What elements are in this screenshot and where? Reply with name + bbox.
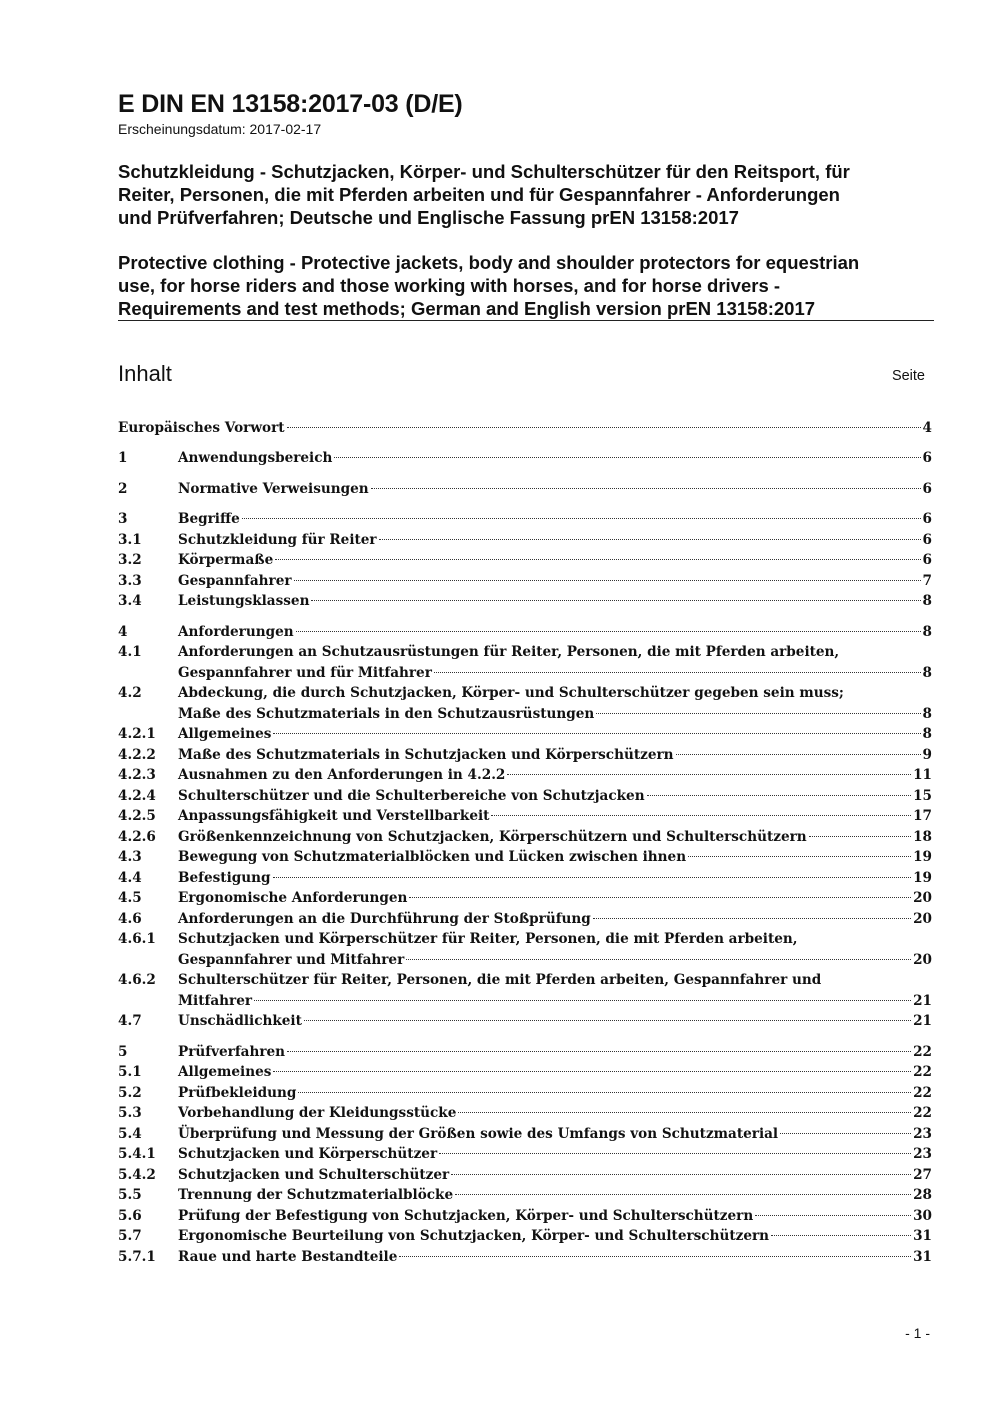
toc-entry-title: Prüfverfahren <box>178 1044 286 1060</box>
toc-entry-text <box>178 827 932 847</box>
toc-entry-leader-line <box>118 418 932 438</box>
toc-entry-leader-line <box>178 745 932 765</box>
toc-entry-text <box>178 479 932 499</box>
toc-entry-leader-line <box>178 1185 932 1205</box>
toc-entry-title: Ausnahmen zu den Anforderungen in 4.2.2 <box>178 767 506 783</box>
toc-entry-leader-line <box>178 847 932 867</box>
toc-entry-text <box>178 888 932 908</box>
toc-dot-leader <box>780 1133 911 1134</box>
toc-entry-text <box>178 929 932 970</box>
toc-dot-leader <box>294 580 921 581</box>
toc-entry-text <box>178 765 932 785</box>
toc-entry-title-line: Anforderungen an Schutzausrüstungen für Reiter, Personen, die mit Pferden arbeiten, <box>178 644 840 660</box>
toc-entry[interactable] <box>118 1185 932 1205</box>
toc-entry-text <box>178 1083 932 1103</box>
toc-dot-leader <box>304 1020 911 1021</box>
toc-entry[interactable] <box>118 418 932 438</box>
toc-entry-leader-line <box>178 663 932 683</box>
toc-entry-leader-line <box>178 571 932 591</box>
toc-entry[interactable] <box>118 868 932 888</box>
toc-entry-text <box>178 806 932 826</box>
toc-entry-page: 17 <box>913 808 932 824</box>
toc-entry-number: 4.1 <box>118 644 142 660</box>
toc-entry-number: 4.4 <box>118 870 142 886</box>
toc-entry-title: Gespannfahrer <box>178 573 292 589</box>
toc-entry-page: 15 <box>913 788 932 804</box>
toc-entry-number: 5.4.1 <box>118 1146 156 1162</box>
toc-dot-leader <box>455 1194 911 1195</box>
toc-entry-leader-line <box>178 724 932 744</box>
toc-entry-text <box>178 550 932 570</box>
toc-entry[interactable] <box>118 724 932 744</box>
toc-entry-text <box>178 786 932 806</box>
toc-dot-leader <box>379 539 921 540</box>
toc-entry-page: 6 <box>922 450 932 466</box>
toc-entry-title: Bewegung von Schutzmaterialblöcken und Lücken zwischen ihnen <box>178 849 687 865</box>
toc-entry-page: 28 <box>913 1187 932 1203</box>
title-german <box>118 160 938 229</box>
toc-entry-title: Schutzkleidung für Reiter <box>178 532 377 548</box>
toc-entry-number: 4.2.1 <box>118 726 156 742</box>
toc-entry-number: 3.3 <box>118 573 142 589</box>
toc-dot-leader <box>647 795 911 796</box>
toc-entry[interactable] <box>118 550 932 570</box>
toc-entry-leader-line <box>178 550 932 570</box>
toc-entry[interactable] <box>118 1042 932 1062</box>
toc-entry-text <box>178 1226 932 1246</box>
toc-entry-title-line: Schutzjacken und Körperschützer für Reiter, Personen, die mit Pferden arbeiten, <box>178 931 798 947</box>
toc-entry[interactable] <box>118 1144 932 1164</box>
toc-dot-leader <box>406 959 911 960</box>
toc-dot-leader <box>298 1092 911 1093</box>
toc-dot-leader <box>399 1256 911 1257</box>
toc-entry-page: 20 <box>913 911 932 927</box>
toc-entry-page: 6 <box>922 552 932 568</box>
toc-dot-leader <box>434 672 921 673</box>
toc-entry-leader-line <box>178 950 932 970</box>
toc-entry-number: 3.2 <box>118 552 142 568</box>
toc-entry[interactable] <box>118 786 932 806</box>
toc-entry-text <box>178 1042 932 1062</box>
toc-entry-title: Gespannfahrer und für Mitfahrer <box>178 664 432 681</box>
toc-dot-leader <box>688 856 911 857</box>
toc-entry-leader-line <box>178 1144 932 1164</box>
toc-entry-number: 4.2.6 <box>118 829 156 845</box>
toc-entry-title: Raue und harte Bestandteile <box>178 1249 398 1265</box>
toc-entry-title: Maße des Schutzmaterials in Schutzjacken und Körperschützern <box>178 747 674 763</box>
toc-entry-text <box>178 571 932 591</box>
toc-entry-leader-line <box>178 1247 932 1267</box>
toc-entry-text <box>178 1206 932 1226</box>
toc-entry[interactable] <box>118 1103 932 1123</box>
title-english-line: Protective clothing - Protective jackets, body and shoulder protectors for equestrian <box>118 252 860 273</box>
toc-entry[interactable] <box>118 479 932 499</box>
toc-dot-leader <box>371 488 921 489</box>
toc-entry[interactable] <box>118 530 932 550</box>
toc-dot-leader <box>458 1112 911 1113</box>
toc-entry[interactable] <box>118 970 932 1009</box>
toc-entry-number: 5.4 <box>118 1126 142 1142</box>
toc-entry-text <box>178 1247 932 1267</box>
toc-entry-page: 31 <box>913 1228 932 1244</box>
toc-entry-leader-line <box>178 1226 932 1246</box>
toc-entry-title: Begriffe <box>178 511 240 527</box>
toc-entry-title: Ergonomische Beurteilung von Schutzjacken, Körper- und Schulterschützern <box>178 1228 770 1244</box>
toc-entry-page: 21 <box>913 992 932 1009</box>
toc-entry-text <box>178 909 932 929</box>
toc-entry-leader-line <box>178 448 932 468</box>
toc-dot-leader <box>676 754 921 755</box>
toc-entry-number: 4.2.2 <box>118 747 156 763</box>
toc-entry-leader-line <box>178 1206 932 1226</box>
toc-entry-text <box>178 847 932 867</box>
toc-entry[interactable] <box>118 806 932 826</box>
toc-dot-leader <box>273 877 912 878</box>
toc-entry-page: 8 <box>922 593 932 609</box>
toc-entry-number: 4.2.3 <box>118 767 156 783</box>
toc-entry-leader-line <box>178 868 932 888</box>
toc-dot-leader <box>273 733 920 734</box>
toc-entry-leader-line <box>178 622 932 642</box>
toc-entry-page: 22 <box>913 1085 932 1101</box>
toc-entry-page: 8 <box>922 726 932 742</box>
toc-entry-text <box>118 418 932 438</box>
toc-entry-title: Leistungsklassen <box>178 593 310 609</box>
toc-entry-title: Prüfung der Befestigung von Schutzjacken, Körper- und Schulterschützern <box>178 1208 754 1224</box>
toc-dot-leader <box>809 836 911 837</box>
toc-entry-page: 6 <box>922 511 932 527</box>
toc-entry-title: Überprüfung und Messung der Größen sowie des Umfangs von Schutzmaterial <box>178 1126 779 1142</box>
toc-entry[interactable] <box>118 745 932 765</box>
toc-entry-title: Gespannfahrer und Mitfahrer <box>178 951 405 968</box>
toc-dot-leader <box>755 1215 911 1216</box>
toc-entry-number: 5.2 <box>118 1085 142 1101</box>
toc-entry-title-line: Abdeckung, die durch Schutzjacken, Körper- und Schulterschützer gegeben sein muss; <box>178 685 844 701</box>
title-english-line: Requirements and test methods; German and English version prEN 13158:2017 <box>118 298 816 319</box>
toc-entry-leader-line <box>178 1062 932 1082</box>
title-divider <box>118 320 934 321</box>
toc-entry[interactable] <box>118 448 932 468</box>
toc-entry[interactable] <box>118 765 932 785</box>
toc-entry-page: 8 <box>922 705 932 722</box>
toc-entry[interactable] <box>118 929 932 968</box>
toc-entry[interactable] <box>118 909 932 929</box>
toc-entry-leader-line <box>178 509 932 529</box>
toc-entry[interactable] <box>118 642 932 681</box>
toc-entry-page: 7 <box>922 573 932 589</box>
toc-entry-number: 3 <box>118 511 128 527</box>
toc-entry-page: 22 <box>913 1044 932 1060</box>
toc-entry-number: 1 <box>118 450 128 466</box>
toc-dot-leader <box>242 518 921 519</box>
toc-entry-page: 19 <box>913 870 932 886</box>
toc-entry[interactable] <box>118 1011 932 1031</box>
toc-entry-title: Unschädlichkeit <box>178 1013 302 1029</box>
toc-entry-number: 4.3 <box>118 849 142 865</box>
toc-entry-leader-line <box>178 1103 932 1123</box>
toc-entry-title: Schutzjacken und Körperschützer <box>178 1146 438 1162</box>
toc-entry[interactable] <box>118 1206 932 1226</box>
toc-entry-title: Vorbehandlung der Kleidungsstücke <box>178 1105 457 1121</box>
toc-dot-leader <box>311 600 920 601</box>
toc-dot-leader <box>296 631 921 632</box>
toc-entry-title: Ergonomische Anforderungen <box>178 890 408 906</box>
toc-entry-number: 4.5 <box>118 890 142 906</box>
toc-entry-page: 27 <box>913 1167 932 1183</box>
toc-dot-leader <box>451 1174 911 1175</box>
toc-entry-title: Maße des Schutzmaterials in den Schutzausrüstungen <box>178 705 595 722</box>
toc-entry-page: 6 <box>922 481 932 497</box>
toc-entry-page: 8 <box>922 624 932 640</box>
toc-entry-text <box>178 509 932 529</box>
toc-entry-page: 6 <box>922 532 932 548</box>
publication-date: Erscheinungsdatum: 2017-02-17 <box>118 121 322 137</box>
toc-entry-number: 4.2 <box>118 685 142 701</box>
toc-entry-title: Prüfbekleidung <box>178 1085 297 1101</box>
title-english <box>118 251 938 320</box>
toc-dot-leader <box>334 457 920 458</box>
page-number: - 1 - <box>905 1325 930 1341</box>
toc-entry-number: 2 <box>118 481 128 497</box>
toc-entry-text <box>178 530 932 550</box>
toc-entry-number: 5.7 <box>118 1228 142 1244</box>
toc-dot-leader <box>275 559 920 560</box>
toc-entry-text <box>178 1062 932 1082</box>
toc-entry-text <box>178 448 932 468</box>
document-id: E DIN EN 13158:2017-03 (D/E) <box>118 90 463 118</box>
toc-entry[interactable] <box>118 1165 932 1185</box>
toc-entry-page: 22 <box>913 1064 932 1080</box>
toc-entry-number: 3.1 <box>118 532 142 548</box>
toc-entry-leader-line <box>178 888 932 908</box>
toc-page-column-label: Seite <box>891 368 925 384</box>
toc-entry-title: Allgemeines <box>178 726 272 742</box>
toc-entry-page: 30 <box>913 1208 932 1224</box>
toc-entry-text <box>178 1103 932 1123</box>
toc-entry-number: 5 <box>118 1044 128 1060</box>
toc-entry-title: Schutzjacken und Schulterschützer <box>178 1167 450 1183</box>
toc-entry[interactable] <box>118 847 932 867</box>
toc-entry-number: 5.1 <box>118 1064 142 1080</box>
title-german-line: Schutzkleidung - Schutzjacken, Körper- und Schulterschützer für den Reitsport, für <box>118 161 850 182</box>
toc-entry-title: Mitfahrer <box>178 992 253 1009</box>
toc-dot-leader <box>287 1051 911 1052</box>
toc-entry-number: 5.5 <box>118 1187 142 1203</box>
toc-dot-leader <box>287 427 921 428</box>
toc-entry-number: 5.6 <box>118 1208 142 1224</box>
toc-entry[interactable] <box>118 591 932 611</box>
toc-entry-page: 20 <box>913 951 932 968</box>
toc-dot-leader <box>254 1000 911 1001</box>
toc-entry-leader-line <box>178 1083 932 1103</box>
toc-entry-text <box>178 1124 932 1144</box>
toc-entry-leader-line <box>178 806 932 826</box>
toc-entry-page: 20 <box>913 890 932 906</box>
toc-entry-leader-line <box>178 1165 932 1185</box>
toc-entry-page: 18 <box>913 829 932 845</box>
toc-entry-page: 23 <box>913 1146 932 1162</box>
toc-entry-title: Körpermaße <box>178 552 274 568</box>
toc-entry-leader-line <box>178 530 932 550</box>
toc-entry-text <box>178 591 932 611</box>
toc-dot-leader <box>439 1153 911 1154</box>
toc-entry-title: Allgemeines <box>178 1064 272 1080</box>
toc-entry-number: 5.7.1 <box>118 1249 156 1265</box>
toc-entry[interactable] <box>118 827 932 847</box>
toc-entry-page: 11 <box>913 767 932 783</box>
toc-entry[interactable] <box>118 888 932 908</box>
toc-entry-number: 4.6.1 <box>118 931 156 947</box>
toc-entry-leader-line <box>178 909 932 929</box>
toc-entry-page: 19 <box>913 849 932 865</box>
toc-entry-leader-line <box>178 704 932 724</box>
toc-entry-leader-line <box>178 479 932 499</box>
toc-entry-number: 4.2.4 <box>118 788 156 804</box>
toc-entry[interactable] <box>118 1062 932 1082</box>
toc-entry-title: Trennung der Schutzmaterialblöcke <box>178 1187 454 1203</box>
toc-entry-number: 4.6 <box>118 911 142 927</box>
toc-entry-text <box>178 745 932 765</box>
toc-entry-title-line: Schulterschützer für Reiter, Personen, die mit Pferden arbeiten, Gespannfahrer und <box>178 972 822 988</box>
toc-entry-text <box>178 970 932 1011</box>
toc-entry-text <box>178 868 932 888</box>
toc-entry-title: Befestigung <box>178 870 271 886</box>
toc-entry[interactable] <box>118 622 932 642</box>
toc-dot-leader <box>507 774 911 775</box>
toc-entry-number: 3.4 <box>118 593 142 609</box>
toc-entry-number: 5.3 <box>118 1105 142 1121</box>
toc-entry-leader-line <box>178 1042 932 1062</box>
toc-entry-title: Schulterschützer und die Schulterbereiche von Schutzjacken <box>178 788 645 804</box>
toc-entry-page: 31 <box>913 1249 932 1265</box>
toc-entry-leader-line <box>178 765 932 785</box>
toc-entry-text <box>178 683 932 724</box>
toc-entry-number: 4.2.5 <box>118 808 156 824</box>
toc-entry-page: 9 <box>922 747 932 763</box>
toc-entry-leader-line <box>178 786 932 806</box>
toc-entry-title: Anforderungen an die Durchführung der Stoßprüfung <box>178 911 591 927</box>
toc-entry-title: Anforderungen <box>178 624 294 640</box>
title-german-line: und Prüfverfahren; Deutsche und Englische Fassung prEN 13158:2017 <box>118 207 739 228</box>
toc-entry-leader-line <box>178 827 932 847</box>
toc-entry[interactable] <box>118 1083 932 1103</box>
toc-entry[interactable] <box>118 571 932 591</box>
toc-entry-title: Größenkennzeichnung von Schutzjacken, Körperschützern und Schulterschützern <box>178 829 807 845</box>
toc-entry-page: 21 <box>913 1013 932 1029</box>
toc-entry-text <box>178 724 932 744</box>
toc-dot-leader <box>593 918 911 919</box>
toc-entry[interactable] <box>118 1226 932 1246</box>
toc-entry-number: 4.7 <box>118 1013 142 1029</box>
toc-entry-page: 8 <box>922 664 932 681</box>
toc-entry-text <box>178 1185 932 1205</box>
toc-entry-title: Anpassungsfähigkeit und Verstellbarkeit <box>178 808 490 824</box>
toc-heading: Inhalt <box>118 361 172 386</box>
toc-entry-text <box>178 1011 932 1031</box>
toc-entry-page: 22 <box>913 1105 932 1121</box>
toc-entry-leader-line <box>178 1124 932 1144</box>
toc-entry-text <box>178 642 932 683</box>
toc-entry[interactable] <box>118 509 932 529</box>
toc-entry-number: 4.6.2 <box>118 972 156 988</box>
toc-entry-text <box>178 1165 932 1185</box>
toc-entry-leader-line <box>178 1011 932 1031</box>
toc-entry-title: Europäisches Vorwort <box>118 420 285 436</box>
toc-dot-leader <box>771 1235 911 1236</box>
toc-dot-leader <box>409 897 911 898</box>
toc-entry-page: 23 <box>913 1126 932 1142</box>
title-german-line: Reiter, Personen, die mit Pferden arbeiten und für Gespannfahrer - Anforderungen <box>118 184 840 205</box>
toc-entry-leader-line <box>178 991 932 1011</box>
toc-entry-title: Normative Verweisungen <box>178 481 369 497</box>
toc-entry-text <box>178 622 932 642</box>
toc-entry-leader-line <box>178 591 932 611</box>
toc-dot-leader <box>273 1071 911 1072</box>
toc-entry-title: Anwendungsbereich <box>178 450 333 466</box>
toc-entry-page: 4 <box>922 420 932 436</box>
toc-entry-number: 4 <box>118 624 128 640</box>
toc-entry-number: 5.4.2 <box>118 1167 156 1183</box>
toc-entry[interactable] <box>118 683 932 722</box>
title-english-line: use, for horse riders and those working with horses, and for horse drivers - <box>118 275 781 296</box>
toc-dot-leader <box>596 713 920 714</box>
toc-entry[interactable] <box>118 1247 932 1267</box>
toc-entry-text <box>178 1144 932 1164</box>
toc-entry[interactable] <box>118 1124 932 1144</box>
toc-dot-leader <box>491 815 911 816</box>
